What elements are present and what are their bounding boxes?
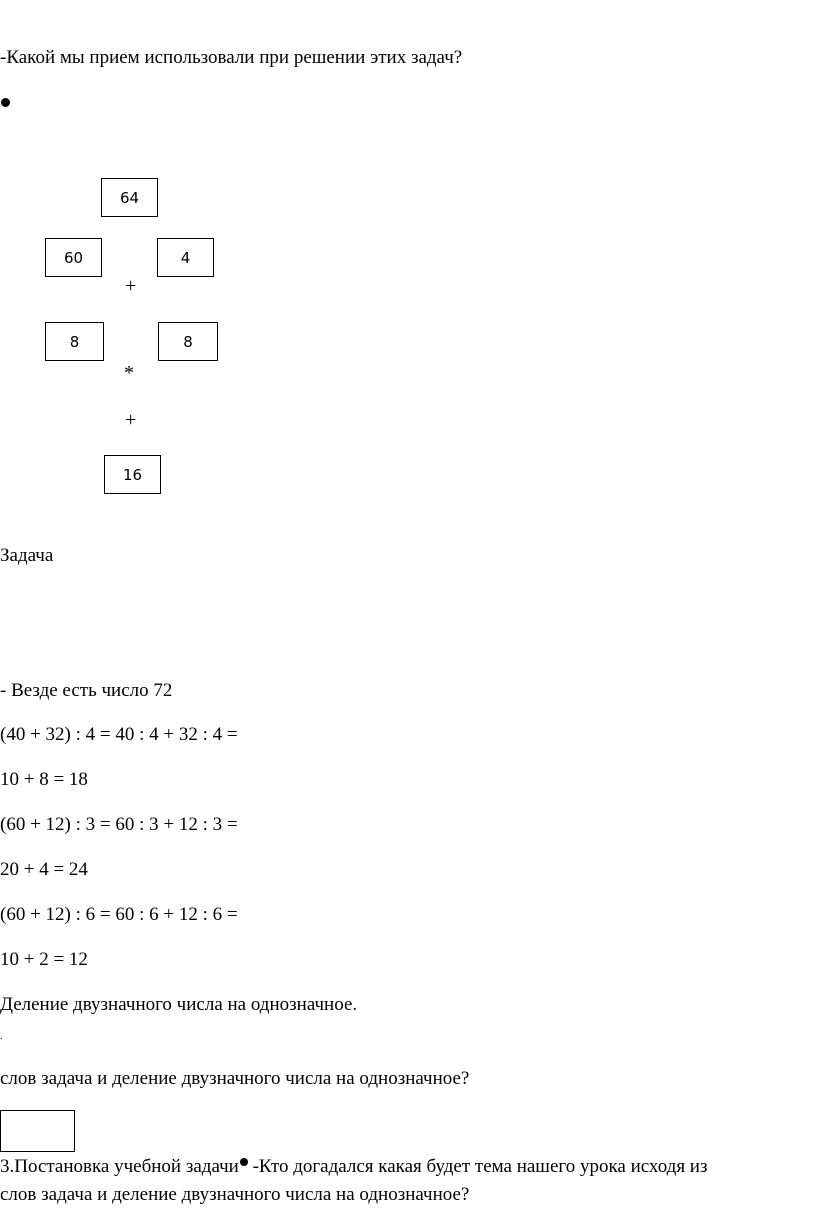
equation-line: (60 + 12) : 3 = 60 : 3 + 12 : 3 = bbox=[0, 814, 238, 835]
diagram-box-bottom: 16 bbox=[104, 455, 161, 494]
equation-line: 10 + 2 = 12 bbox=[0, 949, 88, 970]
section-line bbox=[0, 1156, 707, 1178]
equation-line: 10 + 8 = 18 bbox=[0, 769, 88, 790]
note-text: - Везде есть число 72 bbox=[0, 680, 173, 701]
diagram-box-row1-left: 60 bbox=[45, 238, 102, 277]
repeat-question-text: слов задача и деление двузначного числа на однозначное? bbox=[0, 1068, 470, 1089]
diagram-box-row1-right: 4 bbox=[157, 238, 214, 277]
question-text: -Какой мы прием использовали при решении этих задач? bbox=[0, 47, 463, 68]
diagram-box-top: 64 bbox=[101, 178, 158, 217]
section-text: -Кто догадался какая будет тема нашего урока исходя из bbox=[247, 1156, 708, 1177]
bullet-icon bbox=[1, 98, 10, 107]
topic-text: Деление двузначного числа на однозначное. bbox=[0, 994, 358, 1015]
diagram-box-row2-right: 8 bbox=[158, 322, 218, 361]
empty-box bbox=[0, 1110, 75, 1152]
multiply-sign: * bbox=[124, 362, 134, 384]
section-title: 3.Постановка учебной задачи bbox=[0, 1156, 239, 1177]
plus-sign: + bbox=[125, 275, 137, 297]
bullet-icon bbox=[240, 1158, 248, 1166]
equation-line: 20 + 4 = 24 bbox=[0, 859, 88, 880]
equation-line: (40 + 32) : 4 = 40 : 4 + 32 : 4 = bbox=[0, 724, 238, 745]
task-heading: Задача bbox=[0, 545, 54, 566]
diagram-box-row2-left: 8 bbox=[45, 322, 104, 361]
plus-sign-2: + bbox=[125, 409, 137, 431]
equation-line: (60 + 12) : 6 = 60 : 6 + 12 : 6 = bbox=[0, 904, 238, 925]
dot-mark: . bbox=[0, 1031, 3, 1042]
section-continuation: слов задача и деление двузначного числа на однозначное? bbox=[0, 1184, 470, 1205]
